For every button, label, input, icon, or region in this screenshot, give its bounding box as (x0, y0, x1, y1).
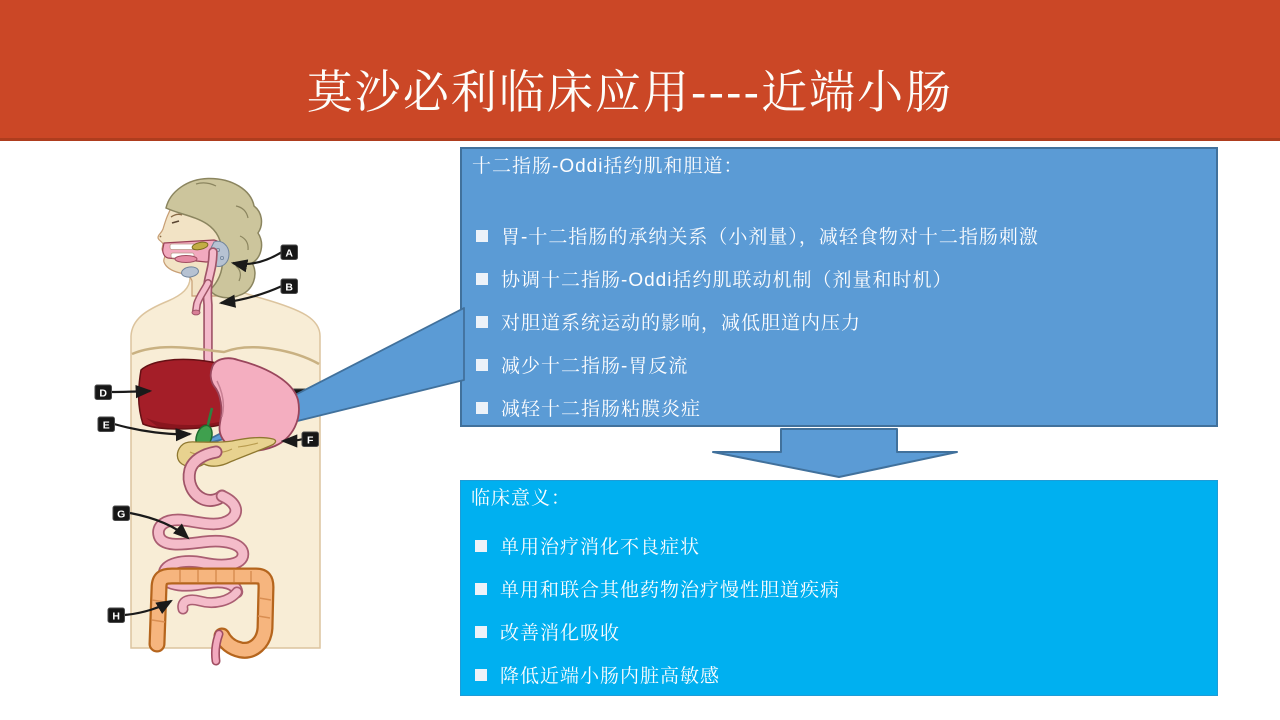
list-item: 减轻十二指肠粘膜炎症 (474, 386, 1202, 429)
svg-text:G: G (117, 508, 126, 521)
slide-title: 莫沙必利临床应用----近端小肠 (306, 65, 954, 119)
nostril (160, 236, 162, 238)
list-item: 单用和联合其他药物治疗慢性胆道疾病 (473, 567, 1203, 610)
svg-text:B: B (285, 281, 293, 294)
down-block-arrow (700, 426, 980, 482)
duodenum-box-heading: 十二指肠-Oddi括约肌和胆道： (472, 156, 744, 177)
bullet-square-icon (476, 230, 488, 242)
bullet-square-icon (475, 626, 487, 638)
list-item: 改善消化吸收 (473, 610, 1203, 653)
bullet-square-icon (476, 402, 488, 414)
svg-text:H: H (112, 610, 120, 623)
svg-text:A: A (285, 247, 293, 260)
clinical-bullet-list (461, 524, 1217, 696)
list-item: 对胆道系统运动的影响，减低胆道内压力 (474, 300, 1202, 343)
bullet-square-icon (476, 359, 488, 371)
list-item: 减少十二指肠-胃反流 (474, 343, 1202, 386)
list-item: 降低近端小肠内脏高敏感 (473, 653, 1203, 696)
svg-text:D: D (99, 387, 107, 400)
bullet-square-icon (476, 316, 488, 328)
rectum (215, 634, 219, 661)
list-item: 单用治疗消化不良症状 (473, 524, 1203, 567)
duodenum-effects-box (460, 147, 1218, 427)
duodenum-bullet-list (462, 214, 1216, 429)
bullet-square-icon (475, 669, 487, 681)
svg-text:E: E (102, 419, 110, 432)
list-item: 协调十二指肠-Oddi括约肌联动机制（剂量和时机） (474, 257, 1202, 300)
bullet-square-icon (475, 540, 487, 552)
bullet-square-icon (475, 583, 487, 595)
svg-text:F: F (306, 434, 314, 447)
clinical-significance-box (460, 480, 1218, 696)
clinical-box-heading: 临床意义： (471, 488, 572, 509)
tongue (175, 256, 197, 263)
esophagus (207, 252, 213, 373)
bullet-square-icon (476, 273, 488, 285)
digestive-system-figure (85, 172, 470, 667)
list-item: 胃-十二指肠的承纳关系（小剂量），减轻食物对十二指肠刺激 (474, 214, 1202, 257)
